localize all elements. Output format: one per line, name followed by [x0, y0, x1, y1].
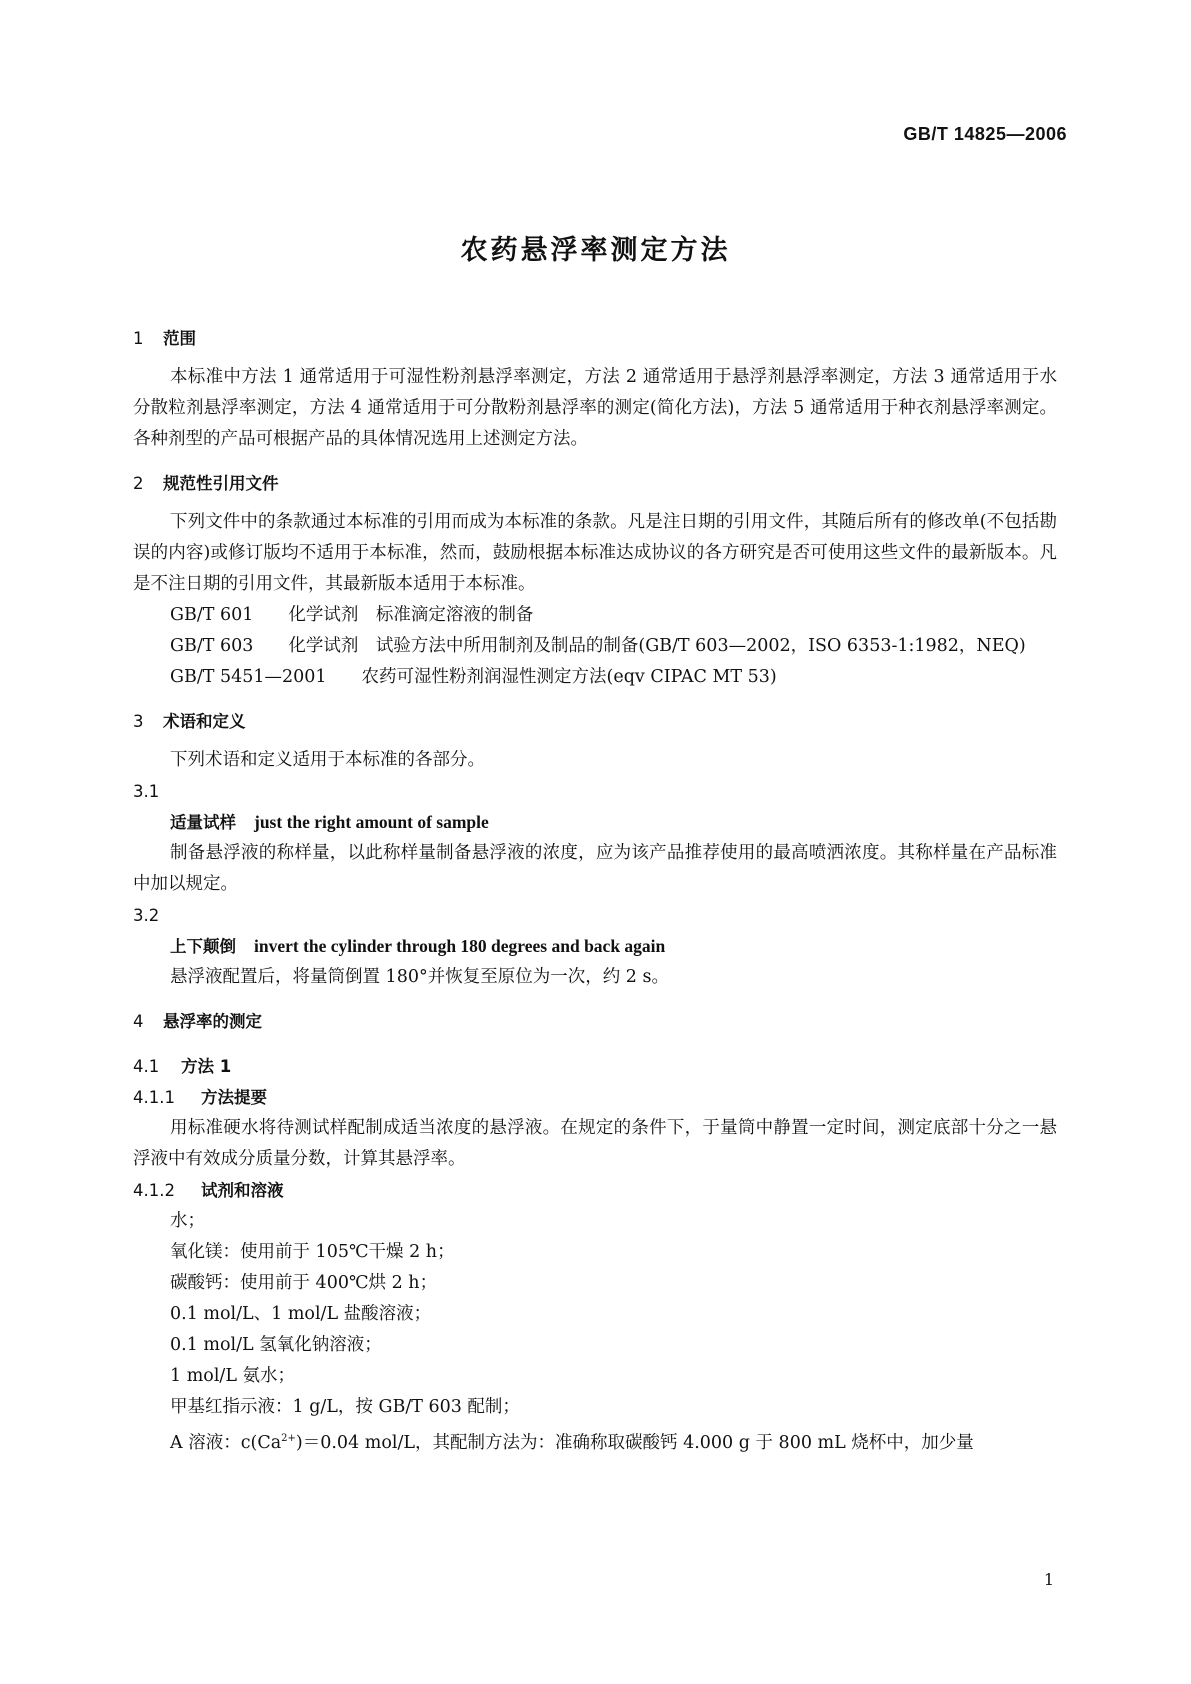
reference-item: GB/T 5451—2001 农药可湿性粉剂润湿性测定方法(eqv CIPAC MT 53) [170, 667, 777, 687]
section-2-heading: 2 规范性引用文件 [133, 474, 279, 493]
section-4-heading: 4 悬浮率的测定 [133, 1012, 262, 1031]
term-definition: 悬浮液配置后，将量筒倒置 180°并恢复至原位为一次，约 2 s。 [170, 967, 669, 987]
reference-item: GB/T 603 化学试剂 试验方法中所用制剂及制品的制备(GB/T 603—2002，ISO 6353-1:1982，NEQ) [170, 636, 1026, 656]
reagent-item: 水； [170, 1211, 205, 1231]
standard-number: GB/T 14825—2006 [903, 124, 1067, 144]
section-3-heading: 3 术语和定义 [133, 712, 246, 731]
reagent-item: 甲基红指示液：1 g/L，按 GB/T 603 配制； [170, 1397, 520, 1417]
document-title: 农药悬浮率测定方法 [460, 235, 731, 266]
term-number: 3.2 [133, 906, 160, 925]
term-heading: 适量试样 just the right amount of sample [170, 812, 489, 832]
section-3-intro: 下列术语和定义适用于本标准的各部分。 [170, 750, 485, 770]
term-definition: 制备悬浮液的称样量，以此称样量制备悬浮液的浓度，应为该产品推荐使用的最高喷洒浓度。其称样量在产品标准中加以规定。 [133, 843, 1057, 894]
section-2-text: 下列文件中的条款通过本标准的引用而成为本标准的条款。凡是注日期的引用文件，其随后所有的修改单(不包括勘误的内容)或修订版均不适用于本标准，然而，鼓励根据本标准达成协议的各方研究是否可使用这些文件的最新版本。凡是不注日期的引用文件，其最新版本适用于本标准。 [133, 512, 1057, 594]
reference-item: GB/T 601 化学试剂 标准滴定溶液的制备 [170, 605, 534, 625]
section-1-heading: 1 范围 [133, 329, 196, 348]
document-body [133, 322, 1057, 1459]
subsection-4-1-1-text: 用标准硬水将待测试样配制成适当浓度的悬浮液。在规定的条件下，于量筒中静置一定时间，测定底部十分之一悬浮液中有效成分质量分数，计算其悬浮率。 [133, 1118, 1057, 1169]
reagent-item: 0.1 mol/L 氢氧化钠溶液； [170, 1335, 382, 1355]
reagent-item: 碳酸钙：使用前于 400℃烘 2 h； [170, 1273, 438, 1293]
reagent-item: A 溶液：$c(Ca^{2+})=0.04$ mol/L，其配制方法为：准确称取碳酸钙 4.000 g 于 800 mL 烧杯中，加少量 [170, 1432, 974, 1453]
subsection-4-1-heading: 4.1 方法 1 [133, 1057, 232, 1076]
subsection-4-1-1-heading: 4.1.1 方法提要 [133, 1088, 267, 1107]
reagent-item: 0.1 mol/L、1 mol/L 盐酸溶液； [170, 1304, 432, 1324]
reagent-item: 1 mol/L 氨水； [170, 1366, 296, 1386]
term-heading: 上下颠倒 invert the cylinder through 180 degrees and back again [170, 936, 666, 956]
term-number: 3.1 [133, 782, 160, 801]
subsection-4-1-2-heading: 4.1.2 试剂和溶液 [133, 1181, 284, 1200]
page-number: 1 [1043, 1570, 1054, 1589]
section-1-text: 本标准中方法 1 通常适用于可湿性粉剂悬浮率测定，方法 2 通常适用于悬浮剂悬浮率测定，方法 3 通常适用于水分散粒剂悬浮率测定，方法 4 通常适用于可分散粉剂悬浮率的测定(简化方法)，方法 5 通常适用于种衣剂悬浮率测定。各种剂型的产品可根据产品的具体情况选用上述测定方法。 [133, 367, 1057, 449]
reagent-item: 氧化镁：使用前于 105℃干燥 2 h； [170, 1242, 455, 1262]
